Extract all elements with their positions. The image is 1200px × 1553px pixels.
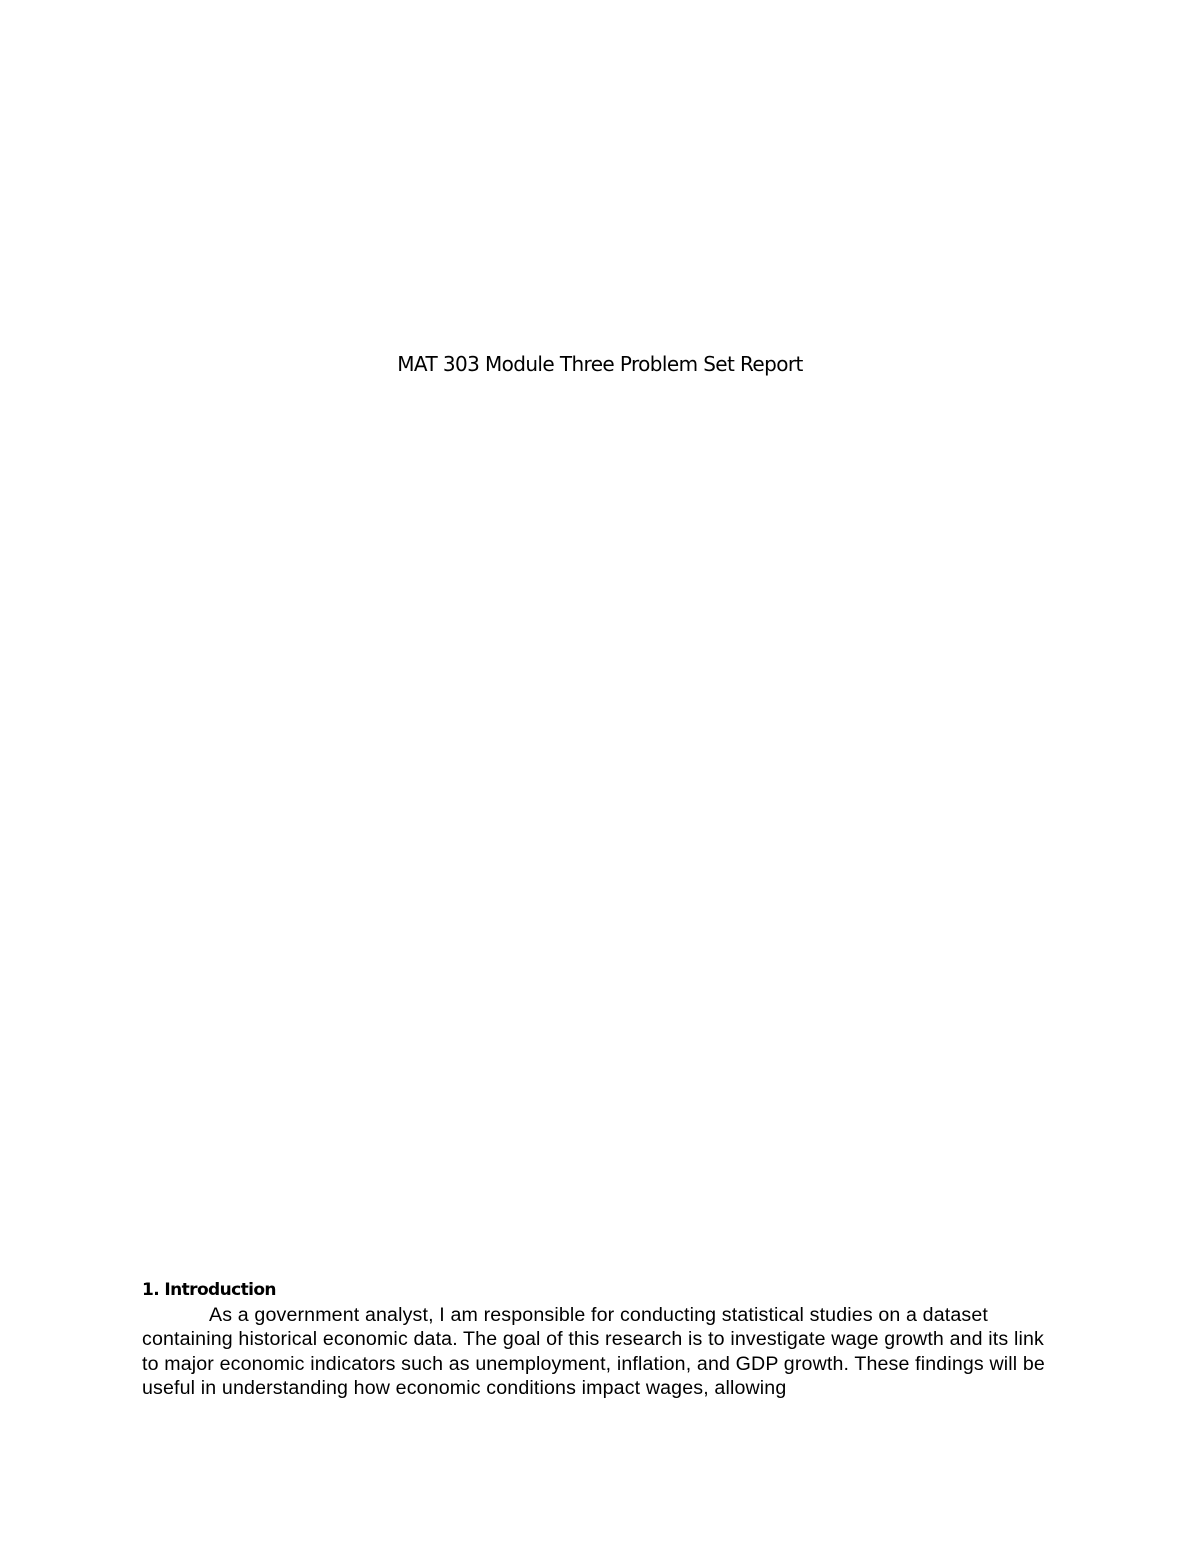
document-title: MAT 303 Module Three Problem Set Report — [397, 352, 803, 376]
introduction-section — [142, 1280, 1062, 1400]
section-paragraph: As a government analyst, I am responsible for conducting statistical studies on a dataset containing historical economic data. The goal of this research is to investigate wage growth and its link to major economic indicators such as unemployment, inflation, and GDP growth. These findings will be useful in understanding how economic conditions impact wages, allowing — [142, 1304, 1045, 1399]
section-heading: 1. Introduction — [142, 1280, 276, 1300]
